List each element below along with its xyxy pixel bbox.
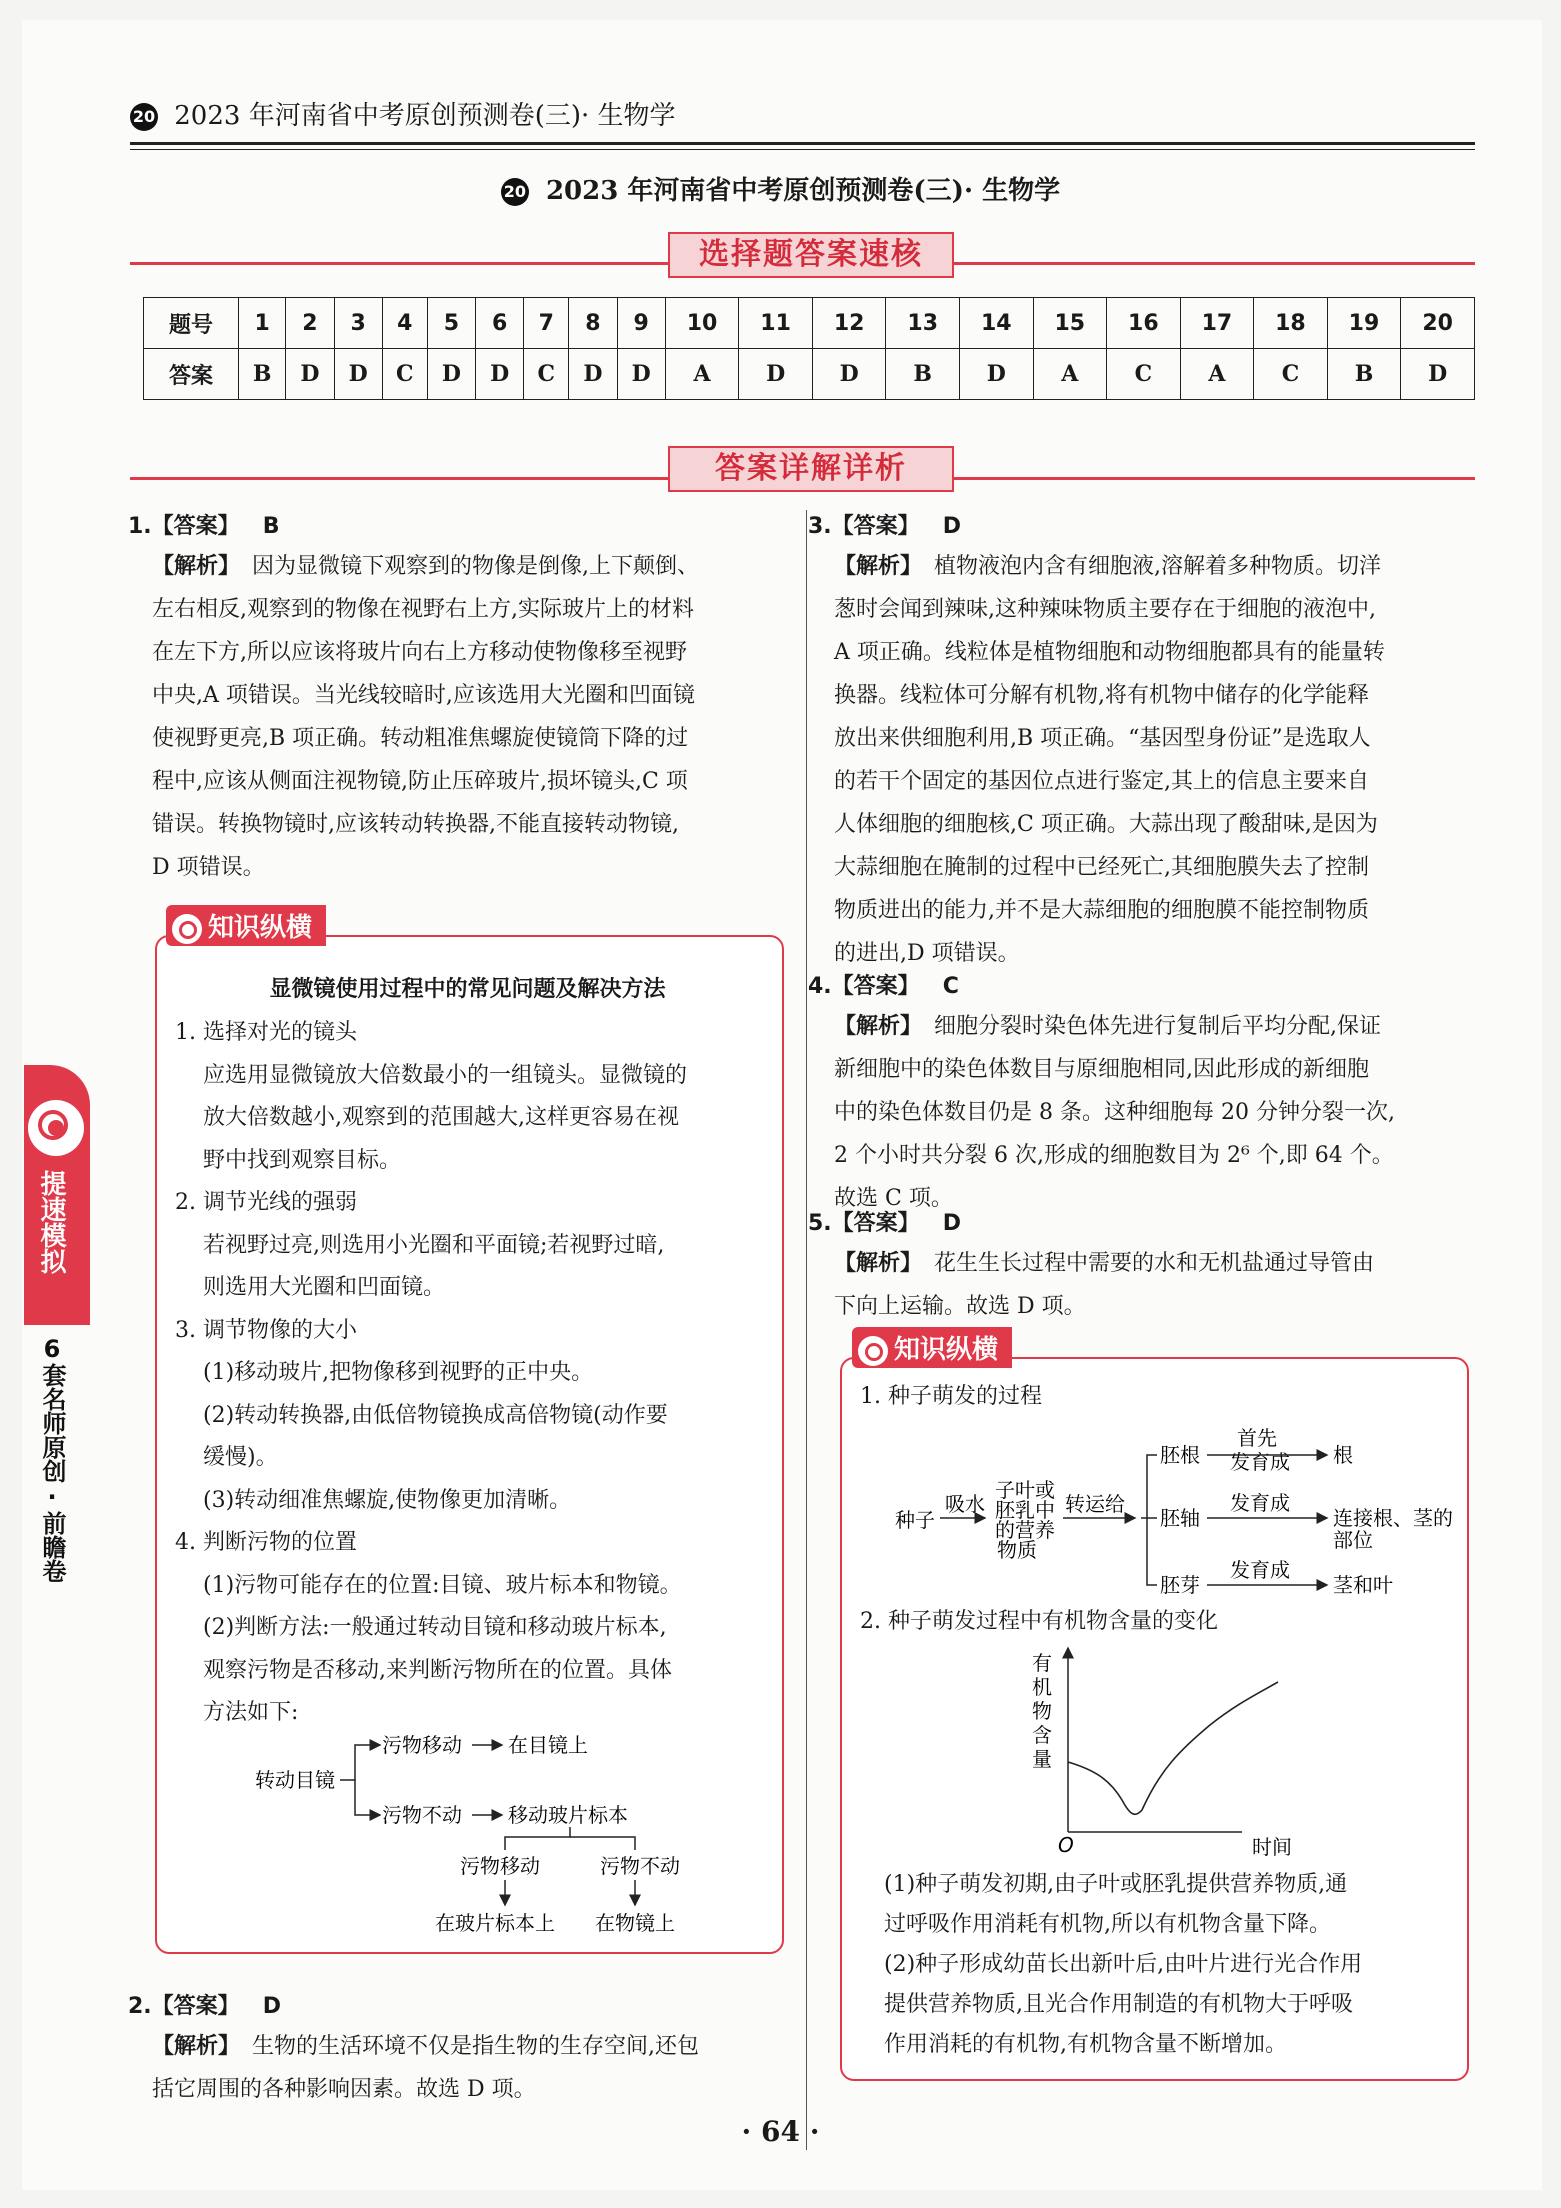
text-line: 程中,应该从侧面注视物镜,防止压碎玻片,损坏镜头,C 项 bbox=[152, 769, 688, 794]
question-2 bbox=[128, 1985, 788, 2111]
answer-tag: 【答案】 bbox=[831, 974, 920, 999]
answer-cell: D bbox=[427, 349, 475, 400]
running-header-title: 2023 年河南省中考原创预测卷(三)· 生物学 bbox=[174, 101, 676, 131]
x-axis-label: 时间 bbox=[1252, 1835, 1292, 1859]
develop-label: 发育成 bbox=[1230, 1450, 1290, 1474]
question-number: 8 bbox=[569, 298, 617, 349]
flow-start: 转动目镜 bbox=[255, 1768, 335, 1792]
question-number: 18 bbox=[1254, 298, 1328, 349]
text-line: 因为显微镜下观察到的物像是倒像,上下颠倒、 bbox=[252, 554, 700, 579]
question-number: 17 bbox=[1180, 298, 1254, 349]
analysis-tag: 【解析】 bbox=[152, 2034, 241, 2059]
text-line: 新细胞中的染色体数目与原细胞相同,因此形成的新细胞 bbox=[834, 1057, 1369, 1082]
first-label: 首先 bbox=[1237, 1426, 1277, 1450]
answer-table-answer-row bbox=[144, 349, 1475, 400]
answer-cell: C bbox=[1107, 349, 1181, 400]
question-number-label: 4. bbox=[808, 974, 832, 999]
flow-dirt-moves: 污物移动 bbox=[382, 1733, 462, 1757]
paper-number-badge: 20 bbox=[130, 103, 158, 131]
question-number: 2 bbox=[286, 298, 334, 349]
question-number: 19 bbox=[1327, 298, 1401, 349]
text-line: 1. 选择对光的镜头 bbox=[175, 1020, 357, 1045]
header-rule-thin bbox=[130, 149, 1475, 150]
answer-cell: D bbox=[334, 349, 382, 400]
flow-on-eyepiece: 在目镜上 bbox=[508, 1733, 588, 1757]
text-line: (1)移动玻片,把物像移到视野的正中央。 bbox=[203, 1360, 594, 1385]
nutrient-line: 物质 bbox=[997, 1538, 1037, 1562]
organic-matter-graph bbox=[1010, 1640, 1330, 1860]
radicle-label: 胚根 bbox=[1160, 1443, 1200, 1467]
text-line: (3)转动细准焦螺旋,使物像更加清晰。 bbox=[203, 1487, 572, 1513]
text-line: 作用消耗的有机物,有机物含量不断增加。 bbox=[884, 2032, 1287, 2057]
text-line: 大蒜细胞在腌制的过程中已经死亡,其细胞膜失去了控制 bbox=[834, 855, 1369, 880]
flow-dirt-still-2: 污物不动 bbox=[600, 1854, 680, 1878]
side-tab-label: 提速模拟 bbox=[36, 1170, 66, 1274]
answer-cell: B bbox=[239, 349, 286, 400]
flow-dirt-still: 污物不动 bbox=[382, 1803, 462, 1827]
knowledge-badge bbox=[166, 905, 326, 946]
question-number: 14 bbox=[959, 298, 1033, 349]
question-number-label: 5. bbox=[808, 1211, 832, 1236]
question-5-answer-line bbox=[808, 1202, 1478, 1242]
question-number-label: 3. bbox=[808, 514, 832, 539]
text-line: (1)污物可能存在的位置:目镜、玻片标本和物镜。 bbox=[203, 1572, 682, 1598]
text-line: A 项正确。线粒体是植物细胞和动物细胞都具有的能量转 bbox=[834, 640, 1385, 665]
text-line: 2. 调节光线的强弱 bbox=[175, 1190, 357, 1215]
text-line: 在左下方,所以应该将玻片向右上方移动使物像移至视野 bbox=[152, 640, 687, 665]
plumule-label: 胚芽 bbox=[1160, 1573, 1200, 1597]
answer-tag: 【答案】 bbox=[151, 1994, 240, 2019]
question-5 bbox=[808, 1202, 1478, 1328]
answer-cell: D bbox=[617, 349, 665, 400]
y-axis-label: 机 bbox=[1032, 1675, 1052, 1699]
question-number: 6 bbox=[476, 298, 524, 349]
analysis-tag: 【解析】 bbox=[834, 1251, 923, 1276]
answer-cell: B bbox=[1327, 349, 1401, 400]
text-line: 放大倍数越小,观察到的范围越大,这样更容易在视 bbox=[203, 1105, 679, 1130]
seed-heading-1: 1. 种子萌发的过程 bbox=[860, 1384, 1042, 1409]
analysis-tag: 【解析】 bbox=[834, 554, 923, 579]
question-number: 1 bbox=[239, 298, 286, 349]
text-line: 花生生长过程中需要的水和无机盐通过导管由 bbox=[934, 1251, 1375, 1276]
origin-label: O bbox=[1058, 1833, 1074, 1857]
analysis-tag: 【解析】 bbox=[834, 1014, 923, 1039]
y-axis-label: 有 bbox=[1032, 1651, 1052, 1675]
answer-tag: 【答案】 bbox=[831, 1211, 920, 1236]
question-5-analysis bbox=[808, 1242, 1478, 1328]
dirt-location-flowchart bbox=[240, 1725, 740, 1940]
answer-cell: D bbox=[812, 349, 886, 400]
question-3-answer-line bbox=[808, 505, 1478, 545]
seed-label: 种子 bbox=[895, 1508, 935, 1532]
hypocotyl-label: 胚轴 bbox=[1160, 1506, 1200, 1530]
header-rule bbox=[130, 142, 1475, 145]
question-number: 9 bbox=[617, 298, 665, 349]
text-line: 4. 判断污物的位置 bbox=[175, 1530, 357, 1555]
question-number: 20 bbox=[1401, 298, 1475, 349]
question-number: 12 bbox=[812, 298, 886, 349]
nutrient-line: 子叶或 bbox=[995, 1478, 1055, 1502]
page-number: · 64 · bbox=[741, 2115, 820, 2148]
answer-cell: D bbox=[476, 349, 524, 400]
answer-table-number-row bbox=[144, 298, 1475, 349]
text-line: 故选 C 项。 bbox=[834, 1186, 953, 1211]
flow-on-objective: 在物镜上 bbox=[595, 1911, 675, 1935]
text-line: 野中找到观察目标。 bbox=[203, 1147, 402, 1173]
answer-cell: D bbox=[286, 349, 334, 400]
question-number: 15 bbox=[1033, 298, 1107, 349]
knowledge-badge-label: 知识纵横 bbox=[894, 1335, 999, 1365]
row-label: 答案 bbox=[144, 349, 239, 400]
answer-tag: 【答案】 bbox=[831, 514, 920, 539]
title-number-badge: 20 bbox=[501, 178, 529, 206]
question-1-answer-line bbox=[128, 505, 788, 545]
answer-cell: A bbox=[1180, 349, 1254, 400]
question-4 bbox=[808, 965, 1478, 1220]
row-label: 题号 bbox=[144, 298, 239, 349]
knowledge-box-body bbox=[175, 1012, 765, 1735]
develop-label: 发育成 bbox=[1230, 1491, 1290, 1515]
target-icon bbox=[172, 914, 202, 944]
answer-cell: D bbox=[569, 349, 617, 400]
knowledge-badge bbox=[852, 1327, 1012, 1368]
text-line: (2)种子形成幼苗长出新叶后,由叶片进行光合作用 bbox=[884, 1952, 1363, 1977]
knowledge-badge-label: 知识纵横 bbox=[208, 913, 313, 943]
answer-cell: B bbox=[886, 349, 960, 400]
text-line: 生物的生活环境不仅是指生物的生存空间,还包 bbox=[252, 2034, 700, 2059]
question-2-answer-line bbox=[128, 1985, 788, 2025]
answer-cell: D bbox=[1401, 349, 1475, 400]
organic-matter-curve bbox=[1068, 1682, 1278, 1814]
analysis-tag: 【解析】 bbox=[152, 554, 241, 579]
column-divider bbox=[806, 510, 807, 2150]
question-number: 10 bbox=[665, 298, 739, 349]
question-4-analysis bbox=[808, 1005, 1478, 1220]
answer-value: D bbox=[942, 514, 961, 539]
text-line: 中的染色体数目仍是 8 条。这种细胞每 20 分钟分裂一次, bbox=[834, 1100, 1395, 1125]
text-line: 提供营养物质,且光合作用制造的有机物大于呼吸 bbox=[884, 1992, 1353, 2017]
text-line: 放出来供细胞利用,B 项正确。“基因型身份证”是选取人 bbox=[834, 726, 1371, 751]
answer-value: D bbox=[262, 1994, 281, 2019]
answer-cell: D bbox=[739, 349, 813, 400]
answer-cell: C bbox=[524, 349, 569, 400]
seed-germination-diagram bbox=[885, 1415, 1455, 1600]
text-line: 错误。转换物镜时,应该转动转换器,不能直接转动物镜, bbox=[152, 812, 679, 837]
answer-cell: A bbox=[665, 349, 739, 400]
answer-cell: D bbox=[959, 349, 1033, 400]
answer-tag: 【答案】 bbox=[151, 514, 240, 539]
text-line: 3. 调节物像的大小 bbox=[175, 1317, 357, 1343]
text-line: 的进出,D 项错误。 bbox=[834, 941, 1020, 966]
text-line: 若视野过亮,则选用小光圈和平面镜;若视野过暗, bbox=[203, 1232, 665, 1258]
answer-cell: C bbox=[1254, 349, 1328, 400]
text-line: 括它周围的各种影响因素。故选 D 项。 bbox=[152, 2077, 536, 2102]
transport-label: 转运给 bbox=[1065, 1492, 1125, 1516]
question-number: 4 bbox=[382, 298, 427, 349]
question-number-label: 1. bbox=[128, 514, 152, 539]
answer-table bbox=[143, 297, 1475, 400]
text-line: 的若干个固定的基因位点进行鉴定,其上的信息主要来自 bbox=[834, 769, 1369, 794]
answer-cell: A bbox=[1033, 349, 1107, 400]
flow-move-slide: 移动玻片标本 bbox=[508, 1803, 628, 1827]
text-line: 使视野更亮,B 项正确。转动粗准焦螺旋使镜筒下降的过 bbox=[152, 726, 689, 751]
text-line: (1)种子萌发初期,由子叶或胚乳提供营养物质,通 bbox=[884, 1872, 1348, 1897]
text-line: 物质进出的能力,并不是大蒜细胞的细胞膜不能控制物质 bbox=[834, 898, 1369, 923]
question-3 bbox=[808, 505, 1478, 975]
question-3-analysis bbox=[808, 545, 1478, 975]
target-icon bbox=[858, 1336, 888, 1366]
text-line: 观察污物是否移动,来判断污物所在的位置。具体 bbox=[203, 1657, 672, 1683]
root-label: 根 bbox=[1333, 1443, 1353, 1467]
knowledge-box-title: 显微镜使用过程中的常见问题及解决方法 bbox=[269, 977, 666, 1002]
text-line: 过呼吸作用消耗有机物,所以有机物含量下降。 bbox=[884, 1912, 1331, 1937]
connect-label: 部位 bbox=[1333, 1528, 1373, 1552]
question-2-analysis bbox=[128, 2025, 788, 2111]
text-line: 植物液泡内含有细胞液,溶解着多种物质。切洋 bbox=[934, 554, 1382, 579]
text-line: 缓慢)。 bbox=[203, 1445, 278, 1470]
page-title-text: 2023 年河南省中考原创预测卷(三)· 生物学 bbox=[545, 176, 1061, 206]
text-line: 下向上运输。故选 D 项。 bbox=[834, 1294, 1086, 1319]
text-line: 则选用大光圈和凹面镜。 bbox=[203, 1275, 446, 1300]
answer-cell: C bbox=[382, 349, 427, 400]
nutrient-line: 的营养 bbox=[995, 1518, 1055, 1542]
flow-on-slide: 在玻片标本上 bbox=[435, 1911, 555, 1935]
text-line: 葱时会闻到辣味,这种辣味物质主要存在于细胞的液泡中, bbox=[834, 597, 1376, 622]
section-banner-detail: 答案详解详析 bbox=[668, 446, 954, 492]
page-title bbox=[0, 170, 1561, 207]
y-axis-label: 含 bbox=[1032, 1723, 1052, 1747]
text-line: 细胞分裂时染色体先进行复制后平均分配,保证 bbox=[934, 1014, 1382, 1039]
answer-value: B bbox=[262, 514, 280, 539]
text-line: 应选用显微镜放大倍数最小的一组镜头。显微镜的 bbox=[203, 1062, 688, 1088]
running-header bbox=[130, 95, 676, 132]
question-number: 5 bbox=[427, 298, 475, 349]
side-series-label: 6套名师原创·前瞻卷 bbox=[38, 1335, 66, 1583]
target-icon bbox=[28, 1100, 84, 1156]
text-line: 左右相反,观察到的物像在视野右上方,实际玻片上的材料 bbox=[152, 597, 694, 622]
text-line: (2)转动转换器,由低倍物镜换成高倍物镜(动作要 bbox=[203, 1402, 668, 1428]
question-number: 3 bbox=[334, 298, 382, 349]
text-line: 换器。线粒体可分解有机物,将有机物中储存的化学能释 bbox=[834, 683, 1369, 708]
absorb-label: 吸水 bbox=[945, 1492, 985, 1516]
text-line: D 项错误。 bbox=[152, 855, 265, 880]
text-line: 方法如下: bbox=[203, 1700, 299, 1725]
answer-value: D bbox=[942, 1211, 961, 1236]
seed-heading-2: 2. 种子萌发过程中有机物含量的变化 bbox=[860, 1609, 1218, 1634]
question-4-answer-line bbox=[808, 965, 1478, 1005]
question-number: 16 bbox=[1107, 298, 1181, 349]
question-number: 7 bbox=[524, 298, 569, 349]
text-line: 2 个小时共分裂 6 次,形成的细胞数目为 2⁶ 个,即 64 个。 bbox=[834, 1143, 1394, 1168]
text-line: (2)判断方法:一般通过转动目镜和移动玻片标本, bbox=[203, 1615, 667, 1640]
connect-label: 连接根、茎的 bbox=[1333, 1506, 1453, 1530]
question-1-analysis bbox=[128, 545, 788, 889]
flow-dirt-moves-2: 污物移动 bbox=[460, 1854, 540, 1878]
question-number-label: 2. bbox=[128, 1994, 152, 2019]
text-line: 中央,A 项错误。当光线较暗时,应该选用大光圈和凹面镜 bbox=[152, 683, 695, 708]
section-banner-quick: 选择题答案速核 bbox=[668, 232, 954, 278]
y-axis-label: 物 bbox=[1032, 1699, 1052, 1723]
question-1 bbox=[128, 505, 788, 889]
answer-value: C bbox=[942, 974, 959, 999]
seed-explanation bbox=[884, 1865, 1454, 2065]
question-number: 11 bbox=[739, 298, 813, 349]
text-line: 人体细胞的细胞核,C 项正确。大蒜出现了酸甜味,是因为 bbox=[834, 812, 1378, 837]
develop-label: 发育成 bbox=[1230, 1558, 1290, 1582]
nutrient-line: 胚乳中 bbox=[995, 1498, 1055, 1522]
question-number: 13 bbox=[886, 298, 960, 349]
y-axis-label: 量 bbox=[1032, 1747, 1052, 1771]
stem-leaf-label: 茎和叶 bbox=[1333, 1573, 1393, 1597]
